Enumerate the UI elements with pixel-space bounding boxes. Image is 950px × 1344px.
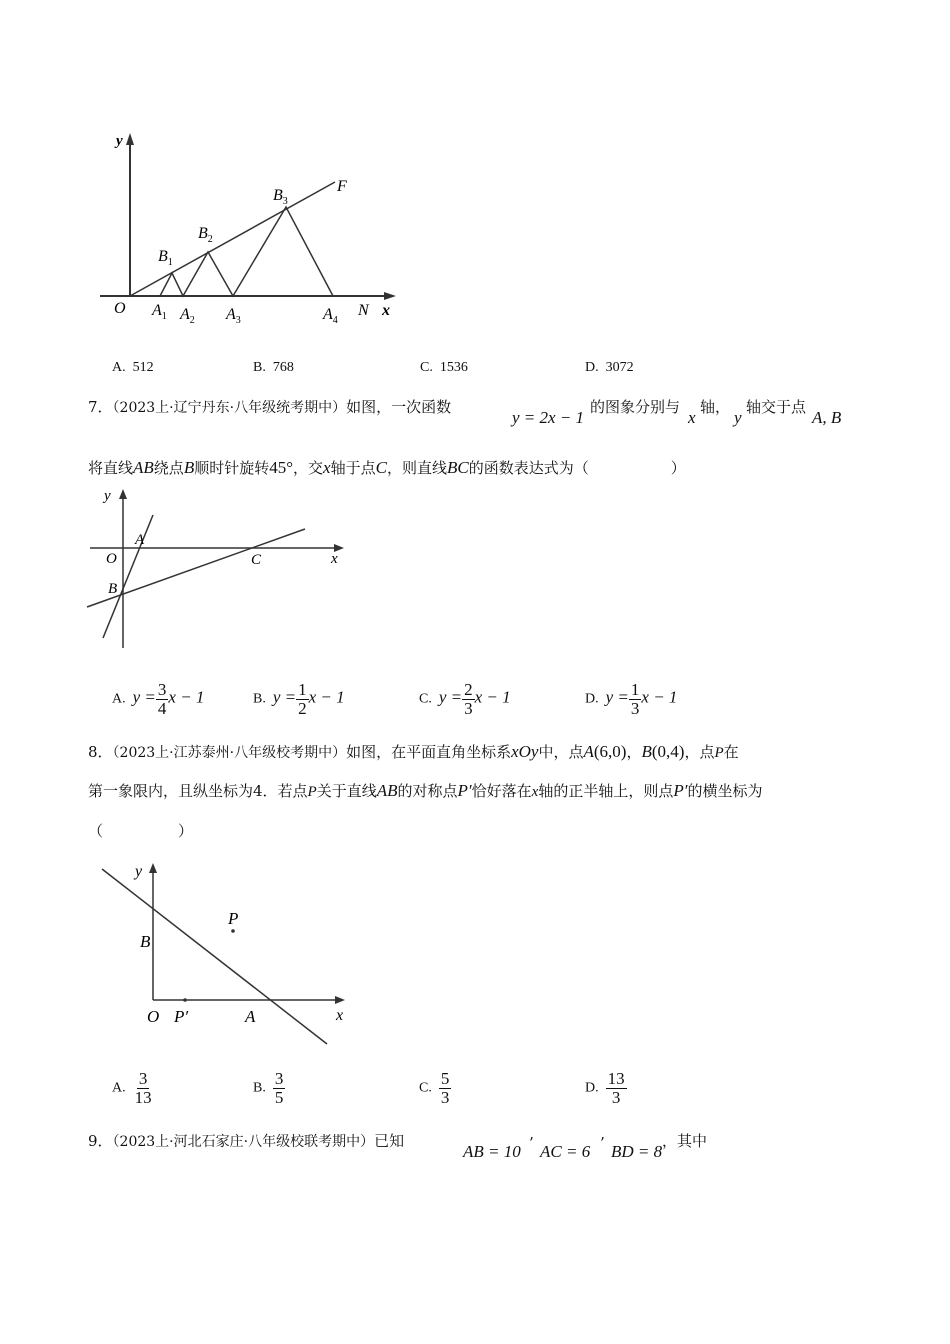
- q7-line1: 7．（2023上·辽宁丹东·八年级统考期中）如图，一次函数: [88, 398, 452, 416]
- q7-figure: [80, 483, 355, 655]
- q8-label-b: B: [140, 932, 151, 951]
- q6-label-y: y: [116, 133, 123, 149]
- q8-number: 8．: [88, 743, 113, 761]
- q8-label-p-prime: P′: [174, 1007, 189, 1026]
- q8-line1: 8．（2023上·江苏泰州·八年级校考期中）如图，在平面直角坐标系xOy中，点A(6,0)，B(0,4)，点P在: [88, 742, 739, 761]
- q6-label-b1: $B_1$: [158, 248, 173, 268]
- q8-label-x: x: [336, 1007, 344, 1024]
- q6-figure: [90, 125, 410, 335]
- q7-label-a: A: [135, 532, 145, 548]
- q6-label-a3: $A_3$: [226, 306, 241, 326]
- q7-option-d-fraction: $\frac{1}{3}$: [630, 680, 640, 718]
- q7-stem-d: 轴交于点: [746, 398, 807, 416]
- q7-source: （2023上·辽宁丹东·八年级统考期中）: [112, 400, 347, 416]
- q7-option-c[interactable]: C. y = $\frac{2}{3}$ x − 1: [419, 680, 511, 718]
- q8-option-c-fraction: $\frac{5}{3}$: [440, 1069, 450, 1107]
- q7-line2: 将直线AB绕点B顺时针旋转45°，交x轴于点C，则直线BC的函数表达式为（ ）: [88, 458, 686, 477]
- q7-option-a-fraction: $\frac{3}{4}$: [157, 680, 167, 718]
- q8-label-o: O: [147, 1007, 160, 1026]
- q8-option-b[interactable]: B. $\frac{3}{5}$: [253, 1069, 284, 1107]
- q6-label-x: x: [382, 302, 390, 319]
- q8-option-c[interactable]: C. $\frac{5}{3}$: [419, 1069, 450, 1107]
- q8-line-ab: [102, 869, 327, 1044]
- q6-line-of: [130, 182, 335, 296]
- q7-label-c: C: [251, 552, 262, 568]
- q7-option-b-fraction: $\frac{1}{2}$: [298, 680, 307, 718]
- q6-label-b3: $B_3$: [273, 187, 288, 207]
- q8-label-a: A: [245, 1007, 256, 1026]
- q8-option-d[interactable]: D. $\frac{13}{3}$: [585, 1069, 625, 1107]
- q9-eq1: AB = 10: [463, 1142, 521, 1161]
- q6-label-n: N: [358, 302, 369, 319]
- q7-option-b[interactable]: B. y = $\frac{1}{2}$ x − 1: [253, 680, 345, 718]
- q8-point-p-prime: [183, 998, 187, 1002]
- q7-label-b: B: [108, 581, 118, 597]
- q7-option-a[interactable]: A. y = $\frac{3}{4}$ x − 1: [112, 680, 205, 718]
- q9-source: （2023上·河北石家庄·八年级校联考期中）: [112, 1134, 375, 1150]
- q6-option-a[interactable]: A. 512: [112, 360, 154, 375]
- q8-label-p: P: [228, 909, 239, 928]
- q9-stem-b: ，其中: [662, 1132, 708, 1150]
- q6-option-d[interactable]: D. 3072: [585, 360, 634, 375]
- q7-stem-c: 轴，: [700, 398, 731, 416]
- q7-points: A, B: [812, 408, 842, 427]
- q6-option-c[interactable]: C. 1536: [420, 360, 468, 375]
- q9-number: 9．: [88, 1132, 113, 1150]
- q7-line-ab: [103, 515, 153, 638]
- q7-number: 7．: [88, 398, 113, 416]
- q9-eq3: BD = 8: [611, 1142, 663, 1161]
- q6-y-arrow: [126, 133, 134, 145]
- q9-sep2: ’: [600, 1134, 605, 1152]
- q7-label-y: y: [104, 488, 111, 504]
- q6-x-arrow: [384, 292, 396, 300]
- q7-line-bc: [87, 529, 305, 607]
- q8-answer-paren: （ ）: [88, 822, 194, 840]
- q7-x-var: x: [688, 408, 696, 427]
- q7-label-o: O: [106, 551, 117, 567]
- q8-line2: 第一象限内，且纵坐标为4．若点P关于直线AB的对称点P′恰好落在x轴的正半轴上，则点P′的横坐标为: [88, 781, 763, 800]
- q8-label-y: y: [135, 863, 143, 880]
- q8-option-a-fraction: $\frac{3}{13}$: [134, 1069, 152, 1107]
- q6-label-a1: $A_1$: [152, 302, 167, 322]
- q7-option-c-fraction: $\frac{2}{3}$: [464, 680, 473, 718]
- q7-option-d[interactable]: D. y = $\frac{1}{3}$ x − 1: [585, 680, 678, 718]
- q8-option-d-fraction: $\frac{13}{3}$: [607, 1069, 625, 1107]
- q6-zigzag: [160, 207, 333, 296]
- q8-x-arrow: [335, 996, 345, 1004]
- q8-source: （2023上·江苏泰州·八年级校考期中）: [112, 745, 347, 761]
- q6-option-b[interactable]: B. 768: [253, 360, 294, 375]
- q7-y-var: y: [734, 408, 742, 427]
- q8-point-p: [231, 929, 235, 933]
- q7-label-x: x: [331, 551, 338, 567]
- q6-label-b2: $B_2$: [198, 225, 213, 245]
- q8-figure: [95, 855, 355, 1047]
- q7-function: y = 2x − 1: [512, 408, 585, 427]
- q9-line1: 9．（2023上·河北石家庄·八年级校联考期中）已知: [88, 1132, 405, 1150]
- q6-label-f: F: [337, 178, 347, 195]
- q6-label-a4: $A_4$: [323, 306, 338, 326]
- q9-eq2: AC = 6: [540, 1142, 591, 1161]
- q8-option-b-fraction: $\frac{3}{5}$: [274, 1069, 284, 1107]
- q6-label-o: O: [114, 300, 126, 317]
- q8-option-a[interactable]: A. $\frac{3}{13}$: [112, 1069, 152, 1107]
- q8-y-arrow: [149, 863, 157, 873]
- q7-stem-b: 的图象分别与: [590, 398, 681, 416]
- q7-y-arrow: [119, 489, 127, 499]
- q9-sep1: ’: [529, 1134, 534, 1152]
- q6-label-a2: $A_2$: [180, 306, 195, 326]
